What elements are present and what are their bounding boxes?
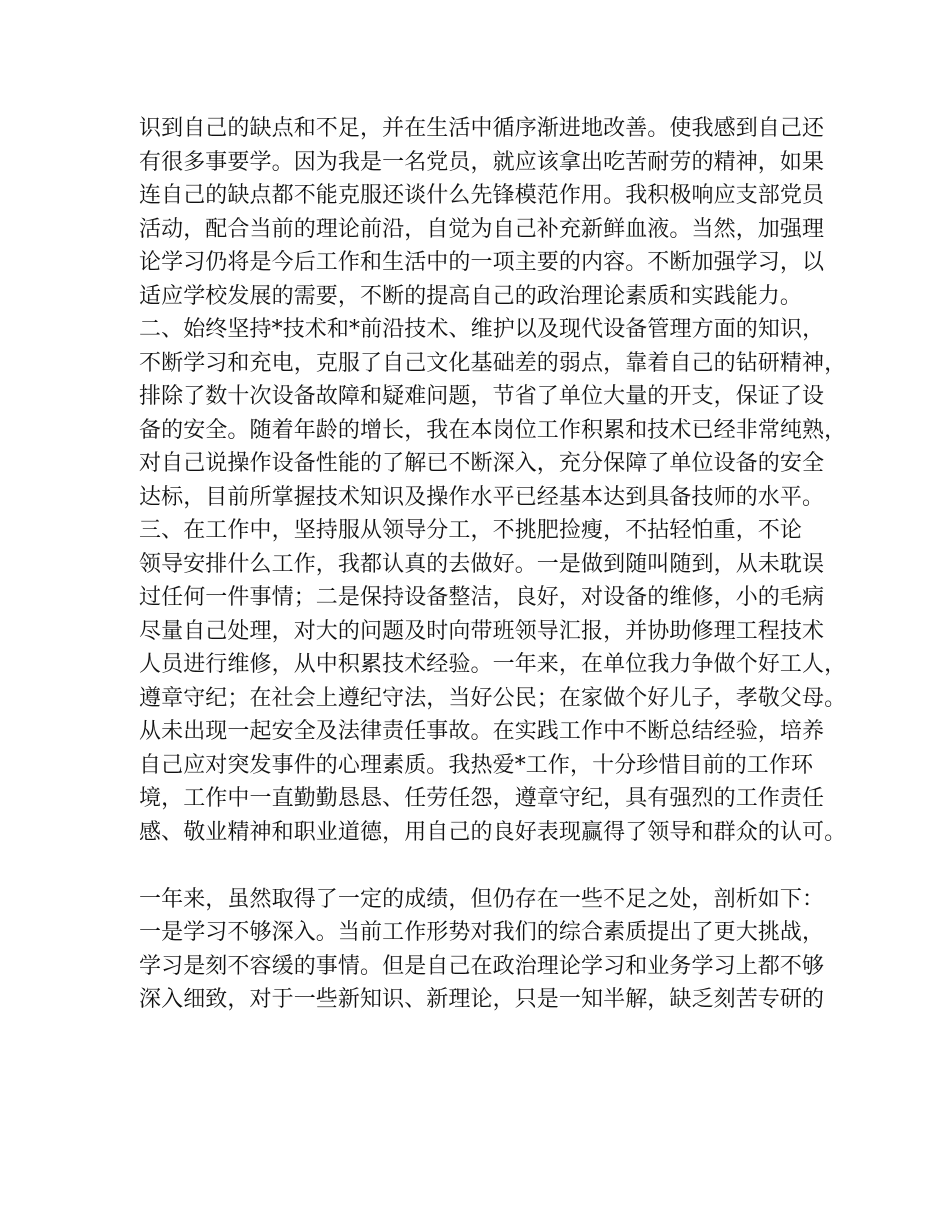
text-line: 排除了数十次设备故障和疑难问题，节省了单位大量的开支，保证了设 [139,384,825,409]
text-line: 从未出现一起安全及法律责任事故。在实践工作中不断总结经验，培养 [139,719,825,744]
text-line: 一是学习不够深入。当前工作形势对我们的综合素质提出了更大挑战， [139,920,825,945]
text-line: 过任何一件事情；二是保持设备整洁，良好，对设备的维修，小的毛病 [139,585,825,610]
text-line: 感、敬业精神和职业道德，用自己的良好表现赢得了领导和群众的认可。 [139,819,847,845]
text-line: 尽量自己处理，对大的问题及时向带班领导汇报，并协助修理工程技术 [139,618,825,644]
text-line: 学习是刻不容缓的事情。但是自己在政治理论学习和业务学习上都不够 [139,953,825,979]
text-line: 识到自己的缺点和不足，并在生活中循序渐进地改善。使我感到自己还 [139,116,825,141]
section-heading-line: 三、在工作中，坚持服从领导分工，不挑肥捡瘦，不拈轻怕重，不论 [139,518,803,543]
text-line: 不断学习和充电，克服了自己文化基础差的弱点，靠着自己的钻研精神， [139,350,847,376]
text-line: 备的安全。随着年龄的增长，我在本岗位工作积累和技术已经非常纯熟， [139,417,847,443]
body-text [139,112,847,1017]
text-line: 适应学校发展的需要，不断的提高自己的政治理论素质和实践能力。 [139,283,803,309]
text-line: 自己应对突发事件的心理素质。我热爱*工作，十分珍惜目前的工作环 [139,752,814,778]
text-line: 对自己说操作设备性能的了解已不断深入，充分保障了单位设备的安全 [139,451,825,476]
text-line: 论学习仍将是今后工作和生活中的一项主要的内容。不断加强学习，以 [139,250,825,275]
text-line: 人员进行维修，从中积累技术经验。一年来，在单位我力争做个好工人， [139,652,847,677]
text-line: 深入细致，对于一些新知识、新理论，只是一知半解，缺乏刻苦专研的 [139,987,825,1012]
text-line: 活动，配合当前的理论前沿，自觉为自己补充新鲜血液。当然，加强理 [139,216,825,242]
text-line: 达标，目前所掌握技术知识及操作水平已经基本达到具备技师的水平。 [139,484,825,510]
text-line: 境，工作中一直勤勤恳恳、任劳任怨，遵章守纪，具有强烈的工作责任 [139,786,825,811]
text-line: 遵章守纪；在社会上遵纪守法，当好公民；在家做个好儿子，孝敬父母。 [139,685,847,711]
summary-line: 一年来，虽然取得了一定的成绩，但仍存在一些不足之处，剖析如下： [139,886,825,912]
text-line: 连自己的缺点都不能克服还谈什么先锋模范作用。我积极响应支部党员 [139,183,825,208]
text-line: 领导安排什么工作，我都认真的去做好。一是做到随叫随到，从未耽误 [139,551,825,577]
section-heading-line: 二、始终坚持*技术和*前沿技术、维护以及现代设备管理方面的知识， [139,317,825,342]
text-line: 有很多事要学。因为我是一名党员，就应该拿出吃苦耐劳的精神，如果 [139,149,825,175]
paragraph-gap [139,849,839,883]
